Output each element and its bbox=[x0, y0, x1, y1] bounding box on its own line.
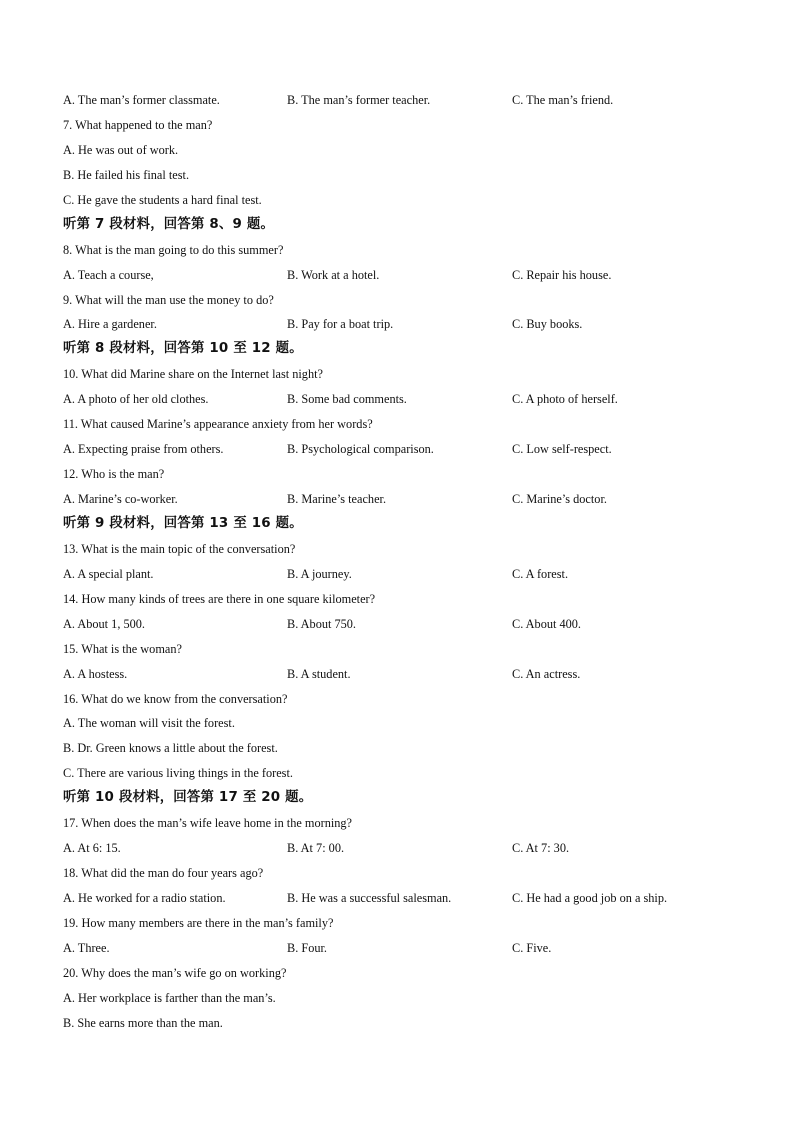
option-c: C. A photo of herself. bbox=[512, 392, 618, 407]
option-c: C. A forest. bbox=[512, 566, 569, 581]
answer-options-row bbox=[63, 662, 763, 687]
option-a: A. A special plant. bbox=[63, 566, 154, 581]
answer-options-row bbox=[63, 263, 763, 288]
answer-options-row bbox=[63, 437, 763, 462]
question-text: 16. What do we know from the conversation? bbox=[63, 691, 288, 706]
section-heading: 听第 8 段材料，回答第 10 至 12 题。 bbox=[63, 341, 303, 357]
option-a: A. About 1, 500. bbox=[63, 616, 145, 631]
answer-option-line: B. He failed his final test. bbox=[63, 167, 190, 182]
option-a: A. A hostess. bbox=[63, 666, 128, 681]
option-b: B. The man’s former teacher. bbox=[287, 93, 431, 107]
question-text: 15. What is the woman? bbox=[63, 641, 182, 656]
option-c: C. At 7: 30. bbox=[512, 841, 570, 856]
answer-option-line: B. She earns more than the man. bbox=[63, 1015, 223, 1030]
section-heading: 听第 10 段材料，回答第 17 至 20 题。 bbox=[63, 790, 313, 806]
option-c: C. Repair his house. bbox=[512, 267, 612, 282]
option-b: B. About 750. bbox=[287, 616, 357, 631]
option-c: C. An actress. bbox=[512, 666, 581, 681]
option-a: A. A photo of her old clothes. bbox=[63, 392, 209, 407]
answer-options-row bbox=[63, 387, 763, 412]
option-a: A. Expecting praise from others. bbox=[63, 442, 224, 457]
question-text: 13. What is the main topic of the conversation? bbox=[63, 541, 296, 556]
question-text: 7. What happened to the man? bbox=[63, 117, 213, 132]
answer-options-row bbox=[63, 562, 763, 587]
option-c: C. The man’s friend. bbox=[512, 93, 614, 107]
option-b: B. At 7: 00. bbox=[287, 841, 345, 856]
option-a: A. Teach a course, bbox=[63, 267, 154, 282]
option-b: B. Work at a hotel. bbox=[287, 267, 380, 282]
option-b: B. Psychological comparison. bbox=[287, 442, 434, 457]
answer-option-line: C. There are various living things in the forest. bbox=[63, 766, 293, 781]
option-b: B. He was a successful salesman. bbox=[287, 891, 452, 905]
question-text: 18. What did the man do four years ago? bbox=[63, 866, 264, 881]
option-c: C. Buy books. bbox=[512, 317, 583, 332]
answer-option-line: B. Dr. Green knows a little about the forest. bbox=[63, 741, 278, 756]
answer-option-line: A. He was out of work. bbox=[63, 142, 179, 157]
question-text: 20. Why does the man’s wife go on working? bbox=[63, 965, 287, 980]
answer-options-row bbox=[63, 612, 763, 637]
answer-options-row bbox=[63, 312, 763, 337]
answer-option-line: A. The woman will visit the forest. bbox=[63, 716, 235, 731]
option-c: C. Marine’s doctor. bbox=[512, 492, 607, 506]
question-text: 11. What caused Marine’s appearance anxiety from her words? bbox=[63, 417, 373, 432]
option-b: B. Four. bbox=[287, 940, 327, 955]
option-c: C. About 400. bbox=[512, 616, 582, 631]
option-a: A. Hire a gardener. bbox=[63, 317, 157, 332]
section-heading: 听第 7 段材料，回答第 8、9 题。 bbox=[63, 216, 275, 232]
answer-options-row bbox=[63, 487, 763, 512]
question-text: 10. What did Marine share on the Internet last night? bbox=[63, 367, 323, 382]
question-text: 9. What will the man use the money to do? bbox=[63, 292, 274, 307]
option-a: A. Marine’s co-worker. bbox=[63, 492, 178, 506]
question-text: 12. Who is the man? bbox=[63, 467, 165, 482]
option-b: B. A student. bbox=[287, 666, 351, 681]
option-a: A. At 6: 15. bbox=[63, 841, 121, 856]
answer-options-row bbox=[63, 88, 763, 113]
option-b: B. Pay for a boat trip. bbox=[287, 317, 394, 332]
question-text: 19. How many members are there in the man’s family? bbox=[63, 915, 334, 930]
question-text: 17. When does the man’s wife leave home in the morning? bbox=[63, 816, 353, 831]
option-c: C. Five. bbox=[512, 940, 552, 955]
option-b: B. A journey. bbox=[287, 566, 352, 581]
answer-option-line: C. He gave the students a hard final test. bbox=[63, 192, 262, 207]
option-b: B. Marine’s teacher. bbox=[287, 492, 387, 506]
option-c: C. He had a good job on a ship. bbox=[512, 891, 668, 905]
answer-options-row bbox=[63, 836, 763, 861]
answer-option-line: A. Her workplace is farther than the man’s. bbox=[63, 990, 276, 1005]
option-a: A. He worked for a radio station. bbox=[63, 891, 226, 905]
option-a: A. The man’s former classmate. bbox=[63, 93, 220, 107]
answer-options-row bbox=[63, 886, 763, 911]
option-b: B. Some bad comments. bbox=[287, 392, 407, 407]
answer-options-row bbox=[63, 936, 763, 961]
option-a: A. Three. bbox=[63, 940, 110, 955]
exam-page bbox=[63, 88, 763, 1036]
section-heading: 听第 9 段材料，回答第 13 至 16 题。 bbox=[63, 515, 303, 531]
option-c: C. Low self-respect. bbox=[512, 442, 612, 457]
question-text: 14. How many kinds of trees are there in one square kilometer? bbox=[63, 591, 376, 606]
question-text: 8. What is the man going to do this summer? bbox=[63, 242, 284, 257]
